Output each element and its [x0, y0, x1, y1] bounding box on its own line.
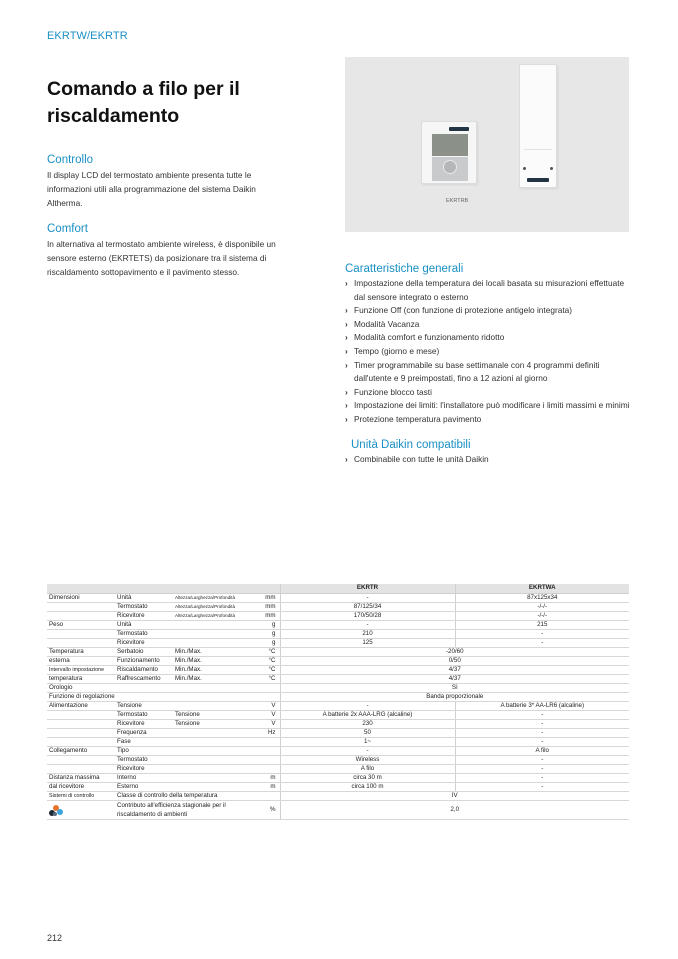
value-cell-ekrtwa: A filo: [455, 746, 629, 755]
value-cell-ekrtr: -: [280, 701, 455, 710]
row-label: Serbatoio: [115, 647, 173, 656]
row-label: Raffrescamento: [115, 674, 173, 683]
row-label: Riscaldamento: [115, 665, 173, 674]
section-text: Il display LCD del termostato ambiente presenta tutte le informazioni utili alla programmazione del sistema Daikin Altherma.: [47, 170, 256, 208]
row-group-label: Dimensioni: [47, 593, 115, 602]
value-cell-ekrtwa: 215: [455, 620, 629, 629]
value-cell-ekrtr: 170/50/28: [280, 611, 455, 620]
row-group-label: [47, 629, 115, 638]
lcd-display: [432, 134, 468, 156]
value-cell-ekrtwa: -: [455, 782, 629, 791]
row-group-label: Sistemi di controllo: [47, 791, 115, 800]
table-row: [47, 611, 629, 620]
row-group-label: [47, 764, 115, 773]
row-sublabel: Altezza/Larghezza/Profondità: [173, 593, 257, 602]
section-controllo: [47, 153, 287, 210]
features-title: Caratteristiche generali: [345, 263, 464, 275]
unit-cell: V: [257, 701, 280, 710]
value-cell-merged: Sì: [280, 683, 629, 692]
row-label: Tensione: [115, 701, 173, 710]
table-row: [47, 683, 629, 692]
table-row: [47, 629, 629, 638]
row-group-label: dal ricevitore: [47, 782, 115, 791]
page-title: Comando a filo per il riscaldamento: [47, 78, 240, 127]
row-label: Unità: [115, 593, 173, 602]
unit-cell: °C: [257, 647, 280, 656]
feature-item: › Impostazione della temperatura dei locali basata su misurazioni effettuate dal sensore integrato o esterno: [345, 277, 635, 304]
row-label: Ricevitore: [115, 764, 173, 773]
value-cell-ekrtr: Wireless: [280, 755, 455, 764]
value-cell-ekrtwa: -/-/-: [455, 611, 629, 620]
row-label: Ricevitore: [115, 611, 173, 620]
row-sublabel: Min./Max.: [173, 665, 257, 674]
value-cell-ekrtr: 230: [280, 719, 455, 728]
value-cell-ekrtwa: -: [455, 755, 629, 764]
thermostat-image: [421, 121, 477, 184]
value-cell-ekrtr: A filo: [280, 764, 455, 773]
table-row: [47, 665, 629, 674]
feature-list: [345, 277, 635, 427]
unit-cell: g: [257, 629, 280, 638]
row-sublabel: [173, 701, 257, 710]
value-cell-merged: 2,0: [280, 800, 629, 819]
unit-cell: %: [257, 800, 280, 819]
row-label: Termostato: [115, 755, 173, 764]
row-label: Contributo all'efficienza stagionale per il riscaldamento di ambienti: [115, 800, 257, 819]
table-row: [47, 755, 629, 764]
unit-cell: V: [257, 710, 280, 719]
row-group-label: [47, 710, 115, 719]
feature-item: › Impostazione dei limiti: l'installatore può modificare i limiti massimi e minimi: [345, 399, 635, 413]
section-text: In alternativa al termostato ambiente wireless, è disponibile un sensore esterno (EKRTETS) da posizionare tra il sistema di riscaldamento sottopavimento e il pavimento stesso.: [47, 239, 276, 277]
table-row: [47, 593, 629, 602]
table-row: [47, 728, 629, 737]
value-cell-merged: IV: [280, 791, 629, 800]
unit-cell: [257, 692, 280, 701]
value-cell-ekrtr: 1~: [280, 737, 455, 746]
keypad: [432, 157, 468, 181]
value-cell-ekrtr: -: [280, 746, 455, 755]
row-sublabel: Min./Max.: [173, 647, 257, 656]
table-row: [47, 656, 629, 665]
row-group-label: [47, 755, 115, 764]
column-header: EKRTWA: [455, 584, 629, 593]
value-cell-merged: -20/60: [280, 647, 629, 656]
features-block: [345, 262, 635, 466]
row-sublabel: [173, 638, 257, 647]
column-header: EKRTR: [280, 584, 455, 593]
table-row: [47, 782, 629, 791]
unit-cell: [257, 737, 280, 746]
row-group-label: Orologio: [47, 683, 115, 692]
row-group-label: [47, 602, 115, 611]
row-label: Esterno: [115, 782, 173, 791]
row-sublabel: Altezza/Larghezza/Profondità: [173, 602, 257, 611]
feature-item: › Modalità Vacanza: [345, 318, 635, 332]
unit-cell: mm: [257, 593, 280, 602]
compatible-list: [345, 453, 635, 467]
row-group-label: temperatura: [47, 674, 115, 683]
row-label: Fase: [115, 737, 173, 746]
unit-cell: [257, 755, 280, 764]
row-sublabel: [173, 773, 257, 782]
row-label: Tipo: [115, 746, 173, 755]
daikin-logo: [527, 178, 549, 182]
value-cell-ekrtwa: -: [455, 719, 629, 728]
row-sublabel: [173, 764, 257, 773]
value-cell-merged: 0/50: [280, 656, 629, 665]
unit-cell: mm: [257, 602, 280, 611]
row-group-label: [47, 800, 115, 819]
row-sublabel: Min./Max.: [173, 674, 257, 683]
unit-cell: mm: [257, 611, 280, 620]
row-group-label: esterna: [47, 656, 115, 665]
unit-cell: g: [257, 620, 280, 629]
row-group-label: [47, 737, 115, 746]
row-sublabel: Tensione: [173, 710, 257, 719]
table-row: [47, 701, 629, 710]
row-group-label: Intervallo impostazione: [47, 665, 115, 674]
row-group-label: Distanza massima: [47, 773, 115, 782]
table-row: [47, 719, 629, 728]
section-title: Controllo: [47, 154, 94, 166]
value-cell-ekrtwa: -: [455, 638, 629, 647]
row-group-label: Collegamento: [47, 746, 115, 755]
row-sublabel: [173, 683, 257, 692]
receiver-image: [519, 64, 557, 188]
row-label: Termostato: [115, 629, 173, 638]
value-cell-ekrtwa: A batterie 3* AA-LR6 (alcaline): [455, 701, 629, 710]
row-sublabel: Tensione: [173, 719, 257, 728]
row-sublabel: Altezza/Larghezza/Profondità: [173, 611, 257, 620]
table-row: [47, 737, 629, 746]
value-cell-ekrtwa: -: [455, 737, 629, 746]
unit-cell: [257, 746, 280, 755]
value-cell-ekrtwa: -: [455, 764, 629, 773]
row-group-label: [47, 728, 115, 737]
series-code: EKRTW/EKRTR: [47, 30, 128, 42]
value-cell-ekrtr: circa 100 m: [280, 782, 455, 791]
value-cell-ekrtwa: -: [455, 773, 629, 782]
row-label: Funzionamento: [115, 656, 173, 665]
value-cell-merged: 4/37: [280, 674, 629, 683]
row-sublabel: [173, 737, 257, 746]
unit-cell: [257, 683, 280, 692]
value-cell-merged: 4/37: [280, 665, 629, 674]
table-row: [47, 638, 629, 647]
row-label: Ricevitore: [115, 638, 173, 647]
feature-item: › Modalità comfort e funzionamento ridotto: [345, 331, 635, 345]
page-number: 212: [47, 933, 63, 943]
row-group-label: [47, 638, 115, 647]
value-cell-ekrtr: -: [280, 593, 455, 602]
row-sublabel: [173, 755, 257, 764]
value-cell-ekrtwa: -: [455, 629, 629, 638]
row-label: [115, 683, 173, 692]
feature-item: › Combinabile con tutte le unità Daikin: [345, 453, 635, 467]
table-header-row: [47, 584, 629, 593]
row-sublabel: Min./Max.: [173, 656, 257, 665]
unit-cell: V: [257, 719, 280, 728]
screw-icon: [550, 167, 553, 170]
table-row: [47, 773, 629, 782]
row-sublabel: [173, 629, 257, 638]
row-group-label: [47, 719, 115, 728]
dial-icon: [443, 160, 457, 174]
table-row: [47, 620, 629, 629]
unit-cell: [257, 791, 280, 800]
row-sublabel: [173, 746, 257, 755]
feature-item: › Protezione temperatura pavimento: [345, 413, 635, 427]
row-label: Termostato: [115, 602, 173, 611]
value-cell-ekrtr: 125: [280, 638, 455, 647]
value-cell-ekrtwa: -/-/-: [455, 602, 629, 611]
unit-cell: °C: [257, 656, 280, 665]
table-row: [47, 710, 629, 719]
table-row: [47, 764, 629, 773]
control-systems-icon: [49, 805, 63, 817]
unit-cell: °C: [257, 674, 280, 683]
value-cell-ekrtwa: -: [455, 710, 629, 719]
row-sublabel: [173, 728, 257, 737]
row-label: Interno: [115, 773, 173, 782]
feature-item: › Funzione Off (con funzione di protezione antigelo integrata): [345, 304, 635, 318]
product-image: [345, 57, 629, 232]
row-group-label: Temperatura: [47, 647, 115, 656]
unit-cell: [257, 764, 280, 773]
row-label: Termostato: [115, 710, 173, 719]
value-cell-ekrtwa: -: [455, 728, 629, 737]
value-cell-ekrtr: -: [280, 620, 455, 629]
value-cell-ekrtr: 50: [280, 728, 455, 737]
table-row: [47, 746, 629, 755]
screw-icon: [523, 167, 526, 170]
row-sublabel: [173, 620, 257, 629]
compatible-title: Unità Daikin compatibili: [351, 438, 471, 451]
image-caption: EKRTRB: [446, 198, 469, 204]
row-label: Ricevitore: [115, 719, 173, 728]
unit-cell: m: [257, 782, 280, 791]
value-cell-ekrtr: circa 30 m: [280, 773, 455, 782]
section-comfort: [47, 222, 287, 279]
unit-cell: °C: [257, 665, 280, 674]
table-row: [47, 791, 629, 800]
unit-cell: Hz: [257, 728, 280, 737]
value-cell-ekrtr: 210: [280, 629, 455, 638]
specs-table: [47, 584, 629, 820]
table-row: [47, 692, 629, 701]
feature-item: › Tempo (giorno e mese): [345, 345, 635, 359]
row-sublabel: [173, 782, 257, 791]
value-cell-ekrtwa: 87x125x34: [455, 593, 629, 602]
table-row: [47, 800, 629, 819]
feature-item: › Funzione blocco tasti: [345, 386, 635, 400]
row-group-label: Funzione di regolazione: [47, 692, 257, 701]
section-title: Comfort: [47, 223, 88, 235]
row-group-label: [47, 611, 115, 620]
value-cell-ekrtr: 87/125/34: [280, 602, 455, 611]
row-label: Unità: [115, 620, 173, 629]
value-cell-merged: Banda proporzionale: [280, 692, 629, 701]
row-group-label: Alimentazione: [47, 701, 115, 710]
row-label: Frequenza: [115, 728, 173, 737]
row-group-label: Peso: [47, 620, 115, 629]
value-cell-ekrtr: A batterie 2x AAA-LRG (alcaline): [280, 710, 455, 719]
table-row: [47, 647, 629, 656]
feature-item: › Timer programmabile su base settimanale con 4 programmi definiti dall'utente e 9 preimpostati, fino a 12 azioni al giorno: [345, 359, 635, 386]
unit-cell: m: [257, 773, 280, 782]
daikin-logo: [449, 127, 469, 131]
row-label: Classe di controllo della temperatura: [115, 791, 257, 800]
unit-cell: g: [257, 638, 280, 647]
table-row: [47, 602, 629, 611]
table-row: [47, 674, 629, 683]
